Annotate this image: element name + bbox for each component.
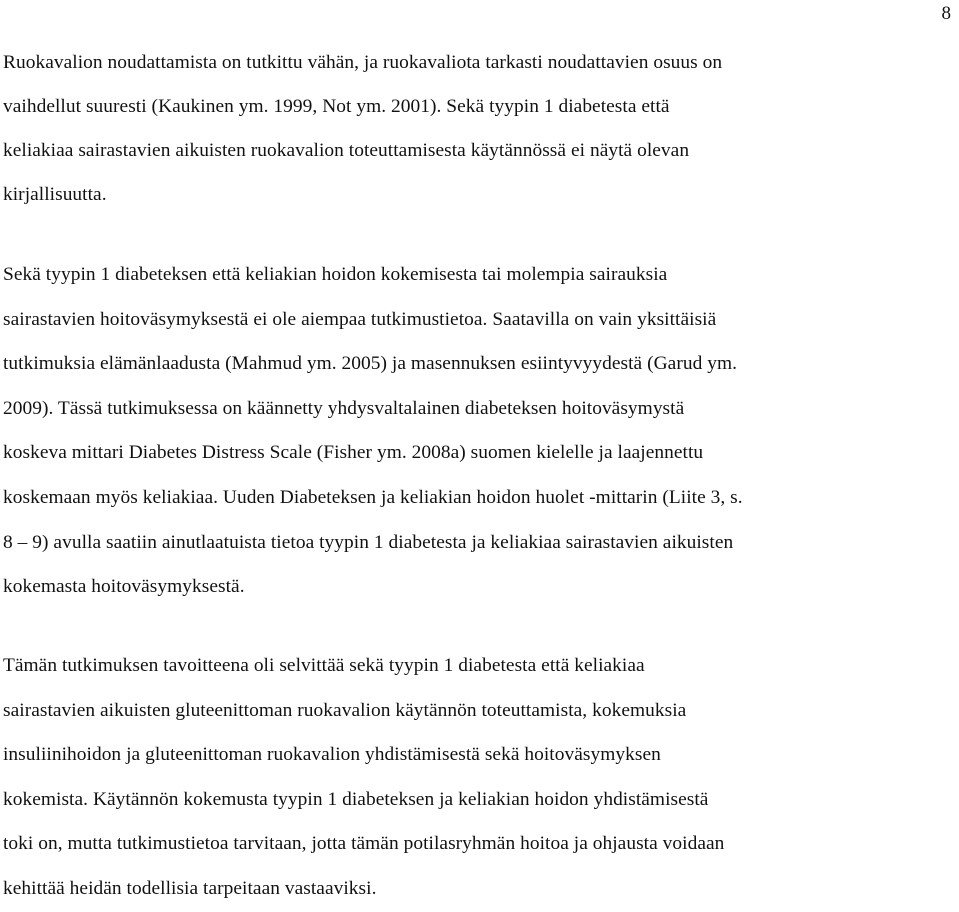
paragraph-3 <box>3 644 953 912</box>
text-line: Ruokavalion noudattamista on tutkittu vähän, ja ruokavaliota tarkasti noudattavien osuus on <box>3 52 723 73</box>
text-line: kokemista. Käytännön kokemusta tyypin 1 diabeteksen ja keliakian hoidon yhdistämisestä <box>3 788 709 810</box>
text-line: insuliinihoidon ja gluteenittoman ruokavalion yhdistämisestä sekä hoitoväsymyksen <box>3 744 661 766</box>
paragraph-1 <box>3 41 953 217</box>
text-line: kirjallisuutta. <box>3 184 107 205</box>
text-line: kokemasta hoitoväsymyksestä. <box>3 576 245 598</box>
text-line: 8 – 9) avulla saatiin ainutlaatuista tietoa tyypin 1 diabetesta ja keliakiaa sairastavien aikuisten <box>3 531 734 553</box>
text-line: Tämän tutkimuksen tavoitteena oli selvittää sekä tyypin 1 diabetesta että keliakiaa <box>3 655 645 676</box>
text-line: Sekä tyypin 1 diabeteksen että keliakian hoidon kokemisesta tai molempia sairauksia <box>3 264 668 285</box>
text-line: tutkimuksia elämänlaadusta (Mahmud ym. 2005) ja masennuksen esiintyvyydestä (Garud ym. <box>3 353 737 375</box>
text-line: 2009). Tässä tutkimuksessa on käännetty yhdysvaltalainen diabeteksen hoitoväsymystä <box>3 397 685 419</box>
text-line: keliakiaa sairastavien aikuisten ruokavalion toteuttamisesta käytännössä ei näytä olevan <box>3 140 690 161</box>
text-line: kehittää heidän todellisia tarpeitaan vastaaviksi. <box>3 877 377 899</box>
text-line: koskemaan myös keliakiaa. Uuden Diabeteksen ja keliakian hoidon huolet -mittarin (Liite 3, s. <box>3 486 743 508</box>
paragraph-2 <box>3 253 953 610</box>
text-line: sairastavien aikuisten gluteenittoman ruokavalion käytännön toteuttamista, kokemuksia <box>3 699 687 721</box>
text-line: koskeva mittari Diabetes Distress Scale (Fisher ym. 2008a) suomen kielelle ja laajennettu <box>3 442 704 464</box>
page-number: 8 <box>941 3 951 24</box>
text-line: sairastavien hoitoväsymyksestä ei ole aiempaa tutkimustietoa. Saatavilla on vain yksittäisiä <box>3 308 717 330</box>
text-line: toki on, mutta tutkimustietoa tarvitaan, jotta tämän potilasryhmän hoitoa ja ohjausta voidaan <box>3 833 725 855</box>
text-line: vaihdellut suuresti (Kaukinen ym. 1999, Not ym. 2001). Sekä tyypin 1 diabetesta että <box>3 96 670 117</box>
